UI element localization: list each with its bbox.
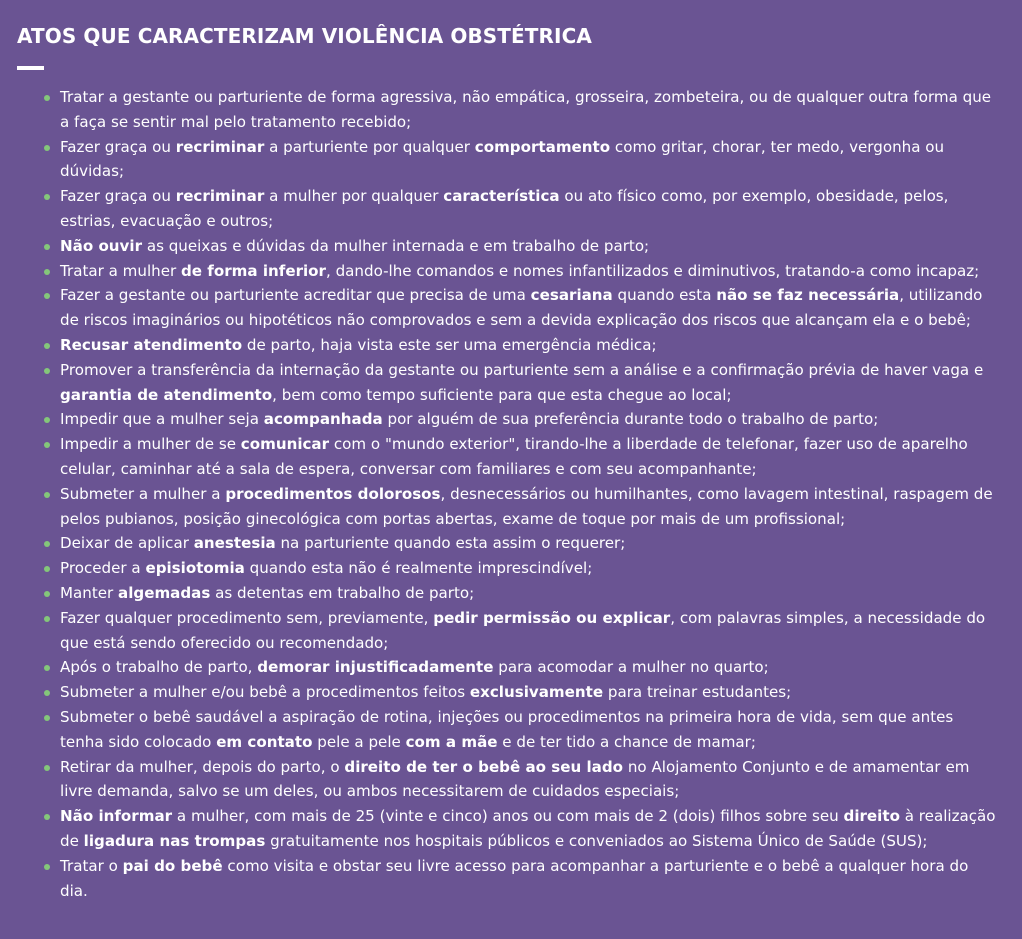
item-text: Proceder a <box>60 559 146 578</box>
emphasis-text: Não ouvir <box>60 236 143 255</box>
emphasis-text: anestesia <box>193 534 276 553</box>
item-text: Impedir que a mulher seja <box>60 410 264 429</box>
bullet-dot-icon <box>44 814 50 820</box>
emphasis-text: comunicar <box>240 435 330 454</box>
item-text: para treinar estudantes; <box>603 683 792 702</box>
item-text: as detentas em trabalho de parto; <box>210 583 475 602</box>
item-text: como visita e obstar seu livre acesso para acompanhar a parturiente e o bebê a qualquer hora do dia. <box>60 856 969 900</box>
item-text: na parturiente quando esta assim o requerer; <box>275 534 626 553</box>
list-item <box>44 234 1000 259</box>
item-text: , bem como tempo suficiente para que esta chegue ao local; <box>272 385 732 404</box>
item-text: como gritar, chorar, ter medo, vergonha ou dúvidas; <box>60 137 945 181</box>
emphasis-text: acompanhada <box>263 410 383 429</box>
item-text: , utilizando de riscos imaginários ou hipotéticos não comprovados e sem a devida explicação dos riscos que alcançam ela e o bebê; <box>60 286 983 330</box>
emphasis-text: de forma inferior <box>181 261 326 280</box>
item-text: Tratar a mulher <box>60 261 181 280</box>
list-item <box>44 432 1000 482</box>
item-text: Deixar de aplicar <box>60 534 194 553</box>
bullet-dot-icon <box>44 715 50 721</box>
bullet-dot-icon <box>44 343 50 349</box>
emphasis-text: pai do bebê <box>122 856 223 875</box>
list-item <box>44 804 1000 854</box>
item-text: quando esta <box>612 286 717 305</box>
list-item <box>44 283 1000 333</box>
emphasis-text: episiotomia <box>145 559 245 578</box>
emphasis-text: direito de ter o bebê ao seu lado <box>344 757 624 776</box>
list-item <box>44 556 1000 581</box>
item-text: Manter <box>60 583 119 602</box>
emphasis-text: não se faz necessária <box>716 286 900 305</box>
emphasis-text: demorar injustificadamente <box>257 658 494 677</box>
emphasis-text: recriminar <box>175 187 265 206</box>
bullet-dot-icon <box>44 591 50 597</box>
bullet-dot-icon <box>44 566 50 572</box>
emphasis-text: procedimentos dolorosos <box>225 484 441 503</box>
item-text: as queixas e dúvidas da mulher internada e em trabalho de parto; <box>142 236 650 255</box>
emphasis-text: pedir permissão ou explicar <box>433 608 671 627</box>
item-text: , com palavras simples, a necessidade do que está sendo oferecido ou recomendado; <box>60 608 986 652</box>
item-text: Submeter a mulher a <box>60 484 226 503</box>
item-text: Promover a transferência da internação da gestante ou parturiente sem a análise e a confirmação prévia de haver vaga e <box>60 360 984 379</box>
bullet-dot-icon <box>44 368 50 374</box>
emphasis-text: cesariana <box>530 286 613 305</box>
item-text: pele a pele <box>312 732 406 751</box>
list-item <box>44 581 1000 606</box>
item-text: por alguém de sua preferência durante todo o trabalho de parto; <box>382 410 879 429</box>
bullet-dot-icon <box>44 244 50 250</box>
item-text: Fazer qualquer procedimento sem, previamente, <box>60 608 434 627</box>
emphasis-text: ligadura nas trompas <box>83 831 266 850</box>
list-item <box>44 606 1000 656</box>
list-item <box>44 680 1000 705</box>
title-underline <box>17 66 44 70</box>
item-text: e de ter tido a chance de mamar; <box>497 732 756 751</box>
list-item <box>44 85 1000 135</box>
bullet-dot-icon <box>44 95 50 101</box>
emphasis-text: garantia de atendimento <box>60 385 273 404</box>
emphasis-text: recriminar <box>175 137 265 156</box>
acts-list <box>17 85 1000 903</box>
list-item <box>44 854 1000 904</box>
item-text: Retirar da mulher, depois do parto, o <box>60 757 345 776</box>
item-text: no Alojamento Conjunto e de amamentar em livre demanda, salvo se um deles, ou ambos necessitarem de cuidados especiais; <box>60 757 970 801</box>
list-item <box>44 531 1000 556</box>
bullet-dot-icon <box>44 269 50 275</box>
item-text: , desnecessários ou humilhantes, como lavagem intestinal, raspagem de pelos pubianos, posição ginecológica com portas abertas, exame de toque por mais de um profissional; <box>60 484 993 528</box>
item-text: à realização de <box>60 807 996 850</box>
bullet-dot-icon <box>44 690 50 696</box>
list-item <box>44 333 1000 358</box>
bullet-dot-icon <box>44 864 50 870</box>
emphasis-text: comportamento <box>474 137 611 156</box>
bullet-dot-icon <box>44 417 50 423</box>
item-text: de parto, haja vista este ser uma emergência médica; <box>242 335 657 354</box>
item-text: Fazer graça ou <box>60 137 176 156</box>
emphasis-text: característica <box>443 187 560 206</box>
item-text: a mulher, com mais de 25 (vinte e cinco) anos ou com mais de 2 (dois) filhos sobre seu <box>172 807 844 826</box>
item-text: Após o trabalho de parto, <box>60 658 258 677</box>
bullet-dot-icon <box>44 765 50 771</box>
item-text: a mulher por qualquer <box>264 187 444 206</box>
item-text: ou ato físico como, por exemplo, obesidade, pelos, estrias, evacuação e outros; <box>60 187 949 230</box>
emphasis-text: Recusar atendimento <box>60 335 243 354</box>
item-text: Submeter o bebê saudável a aspiração de rotina, injeções ou procedimentos na primeira hora de vida, sem que antes tenha sido colocado <box>60 707 954 751</box>
emphasis-text: com a mãe <box>405 732 498 751</box>
item-text: a parturiente por qualquer <box>264 137 475 156</box>
list-item <box>44 184 1000 234</box>
emphasis-text: direito <box>843 807 900 826</box>
item-text: gratuitamente nos hospitais públicos e conveniados ao Sistema Único de Saúde (SUS); <box>265 831 928 850</box>
emphasis-text: Não informar <box>60 807 173 826</box>
emphasis-text: exclusivamente <box>469 683 604 702</box>
item-text: Tratar o <box>60 856 123 875</box>
item-text: com o "mundo exterior", tirando-lhe a liberdade de telefonar, fazer uso de aparelho celular, caminhar até a sala de espera, conversar com familiares e com seu acompanhante; <box>60 435 968 478</box>
item-text: para acomodar a mulher no quarto; <box>493 658 769 677</box>
list-item <box>44 655 1000 680</box>
list-item <box>44 755 1000 805</box>
bullet-dot-icon <box>44 442 50 448</box>
list-item <box>44 705 1000 755</box>
bullet-dot-icon <box>44 194 50 200</box>
bullet-dot-icon <box>44 616 50 622</box>
bullet-dot-icon <box>44 145 50 151</box>
emphasis-text: em contato <box>216 732 313 751</box>
bullet-dot-icon <box>44 541 50 547</box>
emphasis-text: algemadas <box>118 583 211 602</box>
list-item <box>44 259 1000 284</box>
item-text: Impedir a mulher de se <box>60 435 241 454</box>
item-text: Tratar a gestante ou parturiente de forma agressiva, não empática, grosseira, zombeteira, ou de qualquer outra forma que a faça se sentir mal pelo tratamento recebido; <box>60 88 992 131</box>
list-item <box>44 482 1000 532</box>
bullet-dot-icon <box>44 492 50 498</box>
page-title: ATOS QUE CARACTERIZAM VIOLÊNCIA OBSTÉTRICA <box>17 24 592 48</box>
item-text: quando esta não é realmente imprescindível; <box>244 559 593 578</box>
list-item <box>44 358 1000 408</box>
list-item <box>44 135 1000 185</box>
bullet-dot-icon <box>44 293 50 299</box>
item-text: Fazer a gestante ou parturiente acreditar que precisa de uma <box>60 286 531 305</box>
item-text: Submeter a mulher e/ou bebê a procedimentos feitos <box>60 683 470 702</box>
list-item <box>44 407 1000 432</box>
bullet-dot-icon <box>44 665 50 671</box>
item-text: Fazer graça ou <box>60 187 176 206</box>
item-text: , dando-lhe comandos e nomes infantilizados e diminutivos, tratando-a como incapaz; <box>326 261 980 280</box>
